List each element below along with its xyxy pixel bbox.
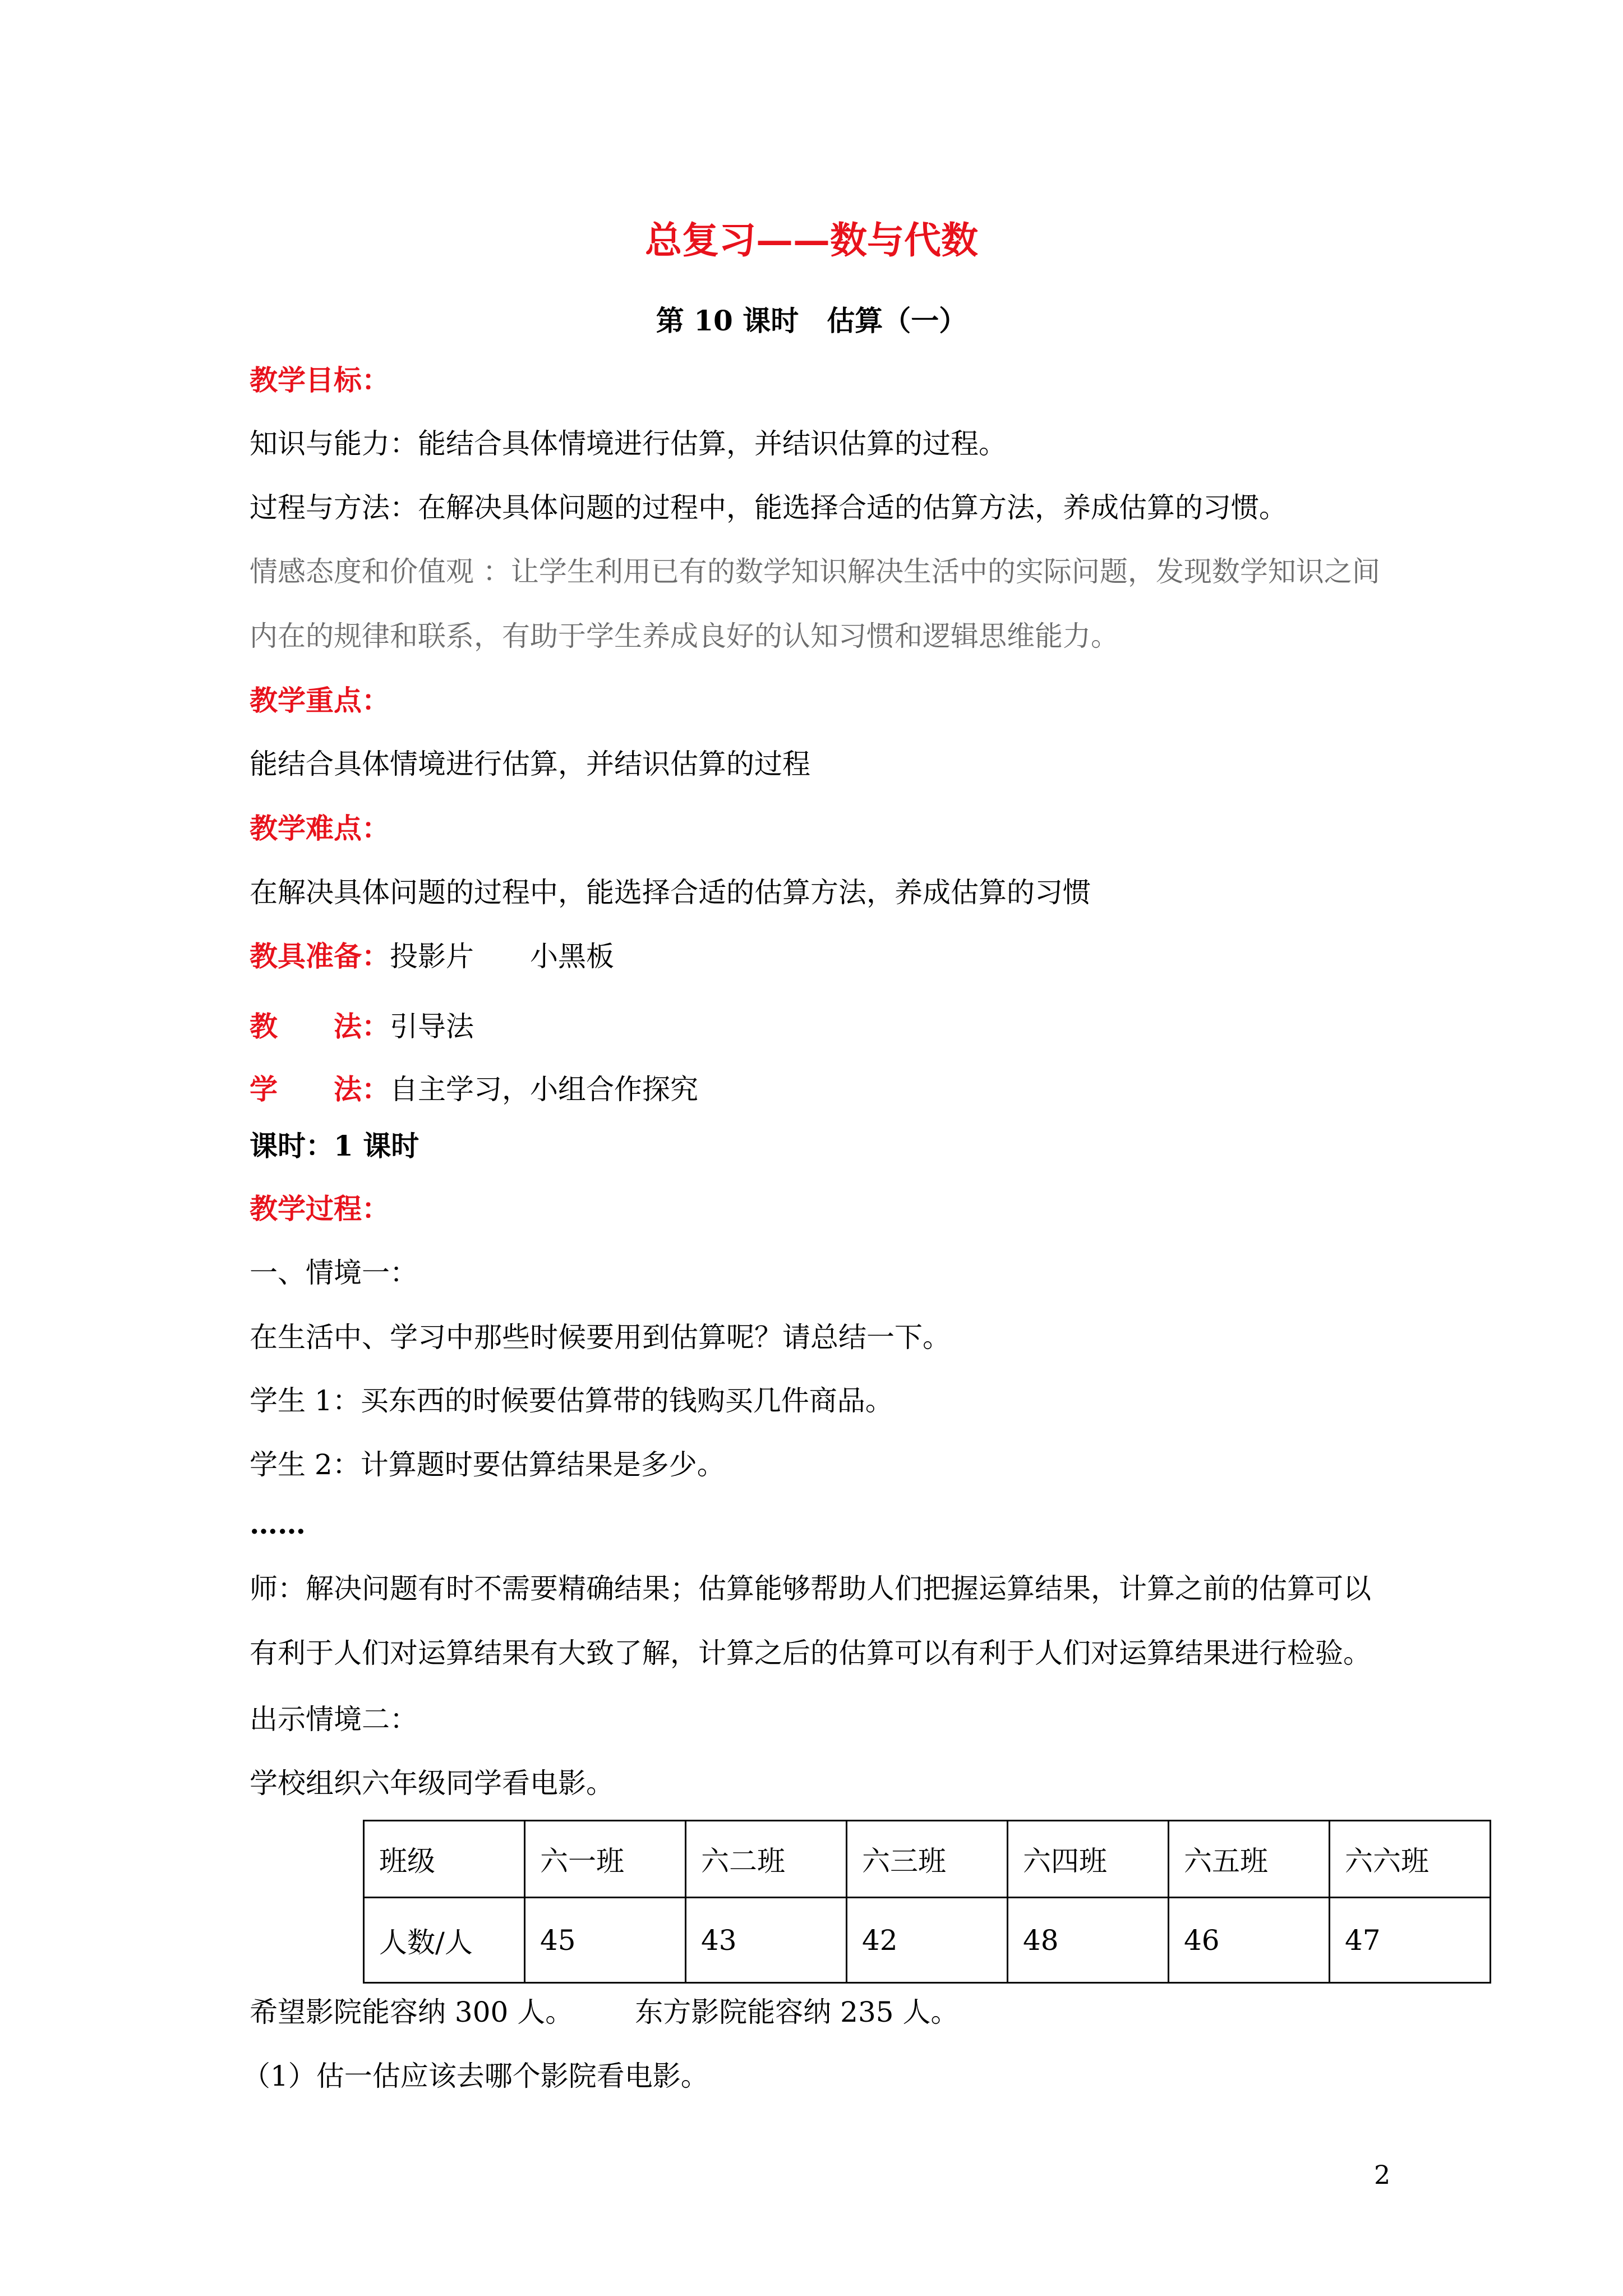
table-cell: 人数/人 — [364, 1898, 525, 1983]
objectives-heading: 教学目标： — [250, 364, 390, 397]
page-number: 2 — [1374, 2160, 1391, 2190]
table-cell: 班级 — [364, 1821, 525, 1898]
process-heading: 教学过程： — [250, 1192, 390, 1225]
objective-knowledge: 知识与能力：能结合具体情境进行估算，并结识估算的过程。 — [250, 427, 1007, 460]
learning-method-text: 自主学习，小组合作探究 — [390, 1073, 698, 1106]
scenario-one: 一、情境一： — [250, 1257, 418, 1289]
teacher-remark: 师：解决问题有时不需要精确结果；估算能够帮助人们把握运算结果，计算之前的估算可以有利于人们对运算结果有大致了解，计算之后的估算可以有利于人们对运算结果进行检验。 — [250, 1572, 1371, 1669]
learning-method-line — [250, 1070, 698, 1109]
table-cell: 六四班 — [1008, 1821, 1169, 1898]
table-cell: 48 — [1008, 1898, 1169, 1983]
teaching-method-line — [250, 1007, 474, 1046]
table-row — [364, 1898, 1491, 1983]
tools-text: 投影片 小黑板 — [390, 940, 614, 973]
table-cell: 45 — [525, 1898, 686, 1983]
student-1-answer: 学生 1：买东西的时候要估算带的钱购买几件商品。 — [250, 1384, 893, 1417]
table-cell: 42 — [847, 1898, 1008, 1983]
cinema-east-capacity: 东方影院能容纳 235 人。 — [635, 1996, 959, 2028]
tools-line — [250, 937, 614, 976]
difficulty-text: 在解决具体问题的过程中，能选择合适的估算方法，养成估算的习惯 — [250, 876, 1091, 909]
scenario-two-text: 学校组织六年级同学看电影。 — [250, 1767, 614, 1800]
scenario-one-question: 在生活中、学习中那些时候要用到估算呢？请总结一下。 — [250, 1321, 951, 1354]
key-point-heading: 教学重点： — [250, 684, 390, 717]
table-cell: 47 — [1330, 1898, 1491, 1983]
scenario-two: 出示情境二： — [250, 1703, 418, 1736]
doc-title: 总复习——数与代数 — [645, 218, 978, 262]
tools-label: 教具准备： — [250, 940, 390, 973]
table-cell: 六六班 — [1330, 1821, 1491, 1898]
key-point-text: 能结合具体情境进行估算，并结识估算的过程 — [250, 748, 810, 780]
objective-process: 过程与方法：在解决具体问题的过程中，能选择合适的估算方法，养成估算的习惯。 — [250, 491, 1287, 524]
student-2-answer: 学生 2：计算题时要估算结果是多少。 — [250, 1448, 725, 1481]
class-size-table — [363, 1820, 1491, 1984]
cinema-hope-capacity: 希望影院能容纳 300 人。 — [250, 1996, 574, 2028]
learning-method-label: 学 法： — [250, 1073, 390, 1106]
teaching-method-text: 引导法 — [390, 1010, 474, 1043]
table-cell: 六一班 — [525, 1821, 686, 1898]
table-cell: 六五班 — [1169, 1821, 1330, 1898]
table-cell: 46 — [1169, 1898, 1330, 1983]
objective-attitude: 情感态度和价值观 ：让学生利用已有的数学知识解决生活中的实际问题，发现数学知识之间内在的规律和联系，有助于学生养成良好的认知习惯和逻辑思维能力。 — [250, 555, 1380, 652]
question-1: （1）估一估应该去哪个影院看电影。 — [242, 2060, 709, 2092]
lesson-subtitle: 第 10 课时 估算（一） — [656, 304, 967, 337]
cinema-capacity-line — [250, 1993, 958, 2032]
table-cell: 43 — [686, 1898, 847, 1983]
class-hours: 课时：1 课时 — [250, 1129, 419, 1162]
ellipsis: …… — [250, 1507, 306, 1540]
teaching-method-label: 教 法： — [250, 1010, 390, 1043]
table-cell: 六二班 — [686, 1821, 847, 1898]
difficulty-heading: 教学难点： — [250, 812, 390, 845]
table-header-row — [364, 1821, 1491, 1898]
table-cell: 六三班 — [847, 1821, 1008, 1898]
